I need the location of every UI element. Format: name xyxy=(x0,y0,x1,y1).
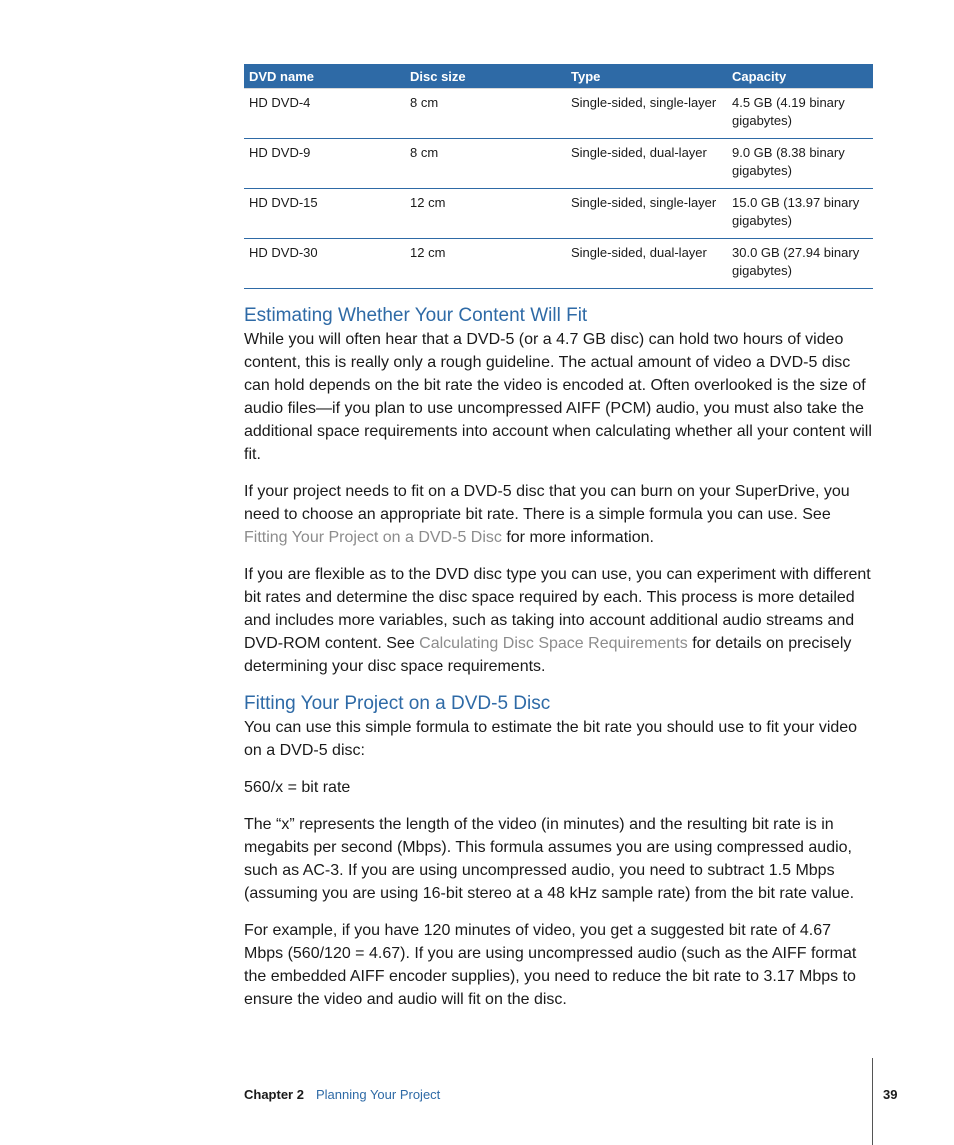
table-cell: 12 cm xyxy=(405,189,566,239)
dvd-capacity-table xyxy=(244,64,873,289)
table-cell: HD DVD-15 xyxy=(244,189,405,239)
formula: 560/x = bit rate xyxy=(244,779,351,796)
table-cell: 12 cm xyxy=(405,239,566,289)
paragraph-text: for more information. xyxy=(501,529,654,546)
column-header: Capacity xyxy=(727,64,873,89)
table-row xyxy=(244,139,873,189)
body-paragraph: While you will often hear that a DVD-5 (or a 4.7 GB disc) can hold two hours of video content, this is really only a rough guideline. The actual amount of video a DVD-5 disc can hold depends on the bit rate the video is encoded at. Often overlooked is the size of audio files—if you plan to use uncompressed AIFF (PCM) audio, you must also take the additional space requirements into account when calculating whether all your content will fit. xyxy=(244,331,872,463)
table-header-row xyxy=(244,64,873,89)
page-content xyxy=(244,64,873,1011)
table-row xyxy=(244,89,873,139)
body-paragraph: For example, if you have 120 minutes of video, you get a suggested bit rate of 4.67 Mbps (560/120 = 4.67). If you are using uncompressed audio (such as the AIFF format the embedded AIFF encoder supplies), you need to reduce the bit rate to 3.17 Mbps to ensure the video and audio will fit on the disc. xyxy=(244,922,857,1008)
table-cell: HD DVD-30 xyxy=(244,239,405,289)
table-cell: 15.0 GB (13.97 binary gigabytes) xyxy=(727,189,873,239)
table-cell: 4.5 GB (4.19 binary gigabytes) xyxy=(727,89,873,139)
table-cell: HD DVD-9 xyxy=(244,139,405,189)
section-heading-estimating: Estimating Whether Your Content Will Fit xyxy=(244,305,588,326)
footer-chapter-title-link[interactable]: Planning Your Project xyxy=(315,1087,441,1102)
body-paragraph xyxy=(244,563,873,678)
paragraph-text: for details on precisely determining your disc space requirements. xyxy=(244,635,852,675)
body-paragraph: You can use this simple formula to estimate the bit rate you should use to fit your video on a DVD-5 disc: xyxy=(244,719,858,759)
link-calculating-disc-space[interactable]: Calculating Disc Space Requirements xyxy=(419,635,688,652)
link-fitting-project[interactable]: Fitting Your Project on a DVD-5 Disc xyxy=(244,529,502,546)
column-header: DVD name xyxy=(244,64,405,89)
body-paragraph: The “x” represents the length of the video (in minutes) and the resulting bit rate is in megabits per second (Mbps). This formula assumes you are using compressed audio, such as AC-3. If you are using uncompressed audio, you need to subtract 1.5 Mbps (assuming you are using 16-bit stereo at a 48 kHz sample rate) from the bit rate value. xyxy=(244,816,855,902)
table-cell: 8 cm xyxy=(405,89,566,139)
page-number: 39 xyxy=(883,1087,898,1102)
column-header: Disc size xyxy=(405,64,566,89)
page-footer xyxy=(244,1087,440,1102)
table-cell: Single-sided, dual-layer xyxy=(566,239,727,289)
footer-chapter: Chapter 2 xyxy=(244,1087,304,1102)
footer-divider xyxy=(872,1058,873,1145)
table-cell: 8 cm xyxy=(405,139,566,189)
table-row xyxy=(244,239,873,289)
column-header: Type xyxy=(566,64,727,89)
table-row xyxy=(244,189,873,239)
table-cell: 9.0 GB (8.38 binary gigabytes) xyxy=(727,139,873,189)
table-cell: 30.0 GB (27.94 binary gigabytes) xyxy=(727,239,873,289)
table-cell: Single-sided, dual-layer xyxy=(566,139,727,189)
body-paragraph xyxy=(244,480,873,549)
paragraph-text: If you are flexible as to the DVD disc type you can use, you can experiment with different bit rates and determine the disc space required by each. This process is more detailed and includes more variables, such as taking into account additional audio streams and DVD-ROM content. See xyxy=(244,566,871,652)
paragraph-text: If your project needs to fit on a DVD-5 disc that you can burn on your SuperDrive, you need to choose an appropriate bit rate. There is a simple formula you can use. See xyxy=(244,483,850,523)
table-cell: Single-sided, single-layer xyxy=(566,189,727,239)
table-cell: HD DVD-4 xyxy=(244,89,405,139)
section-heading-fitting: Fitting Your Project on a DVD-5 Disc xyxy=(244,693,551,714)
table-cell: Single-sided, single-layer xyxy=(566,89,727,139)
